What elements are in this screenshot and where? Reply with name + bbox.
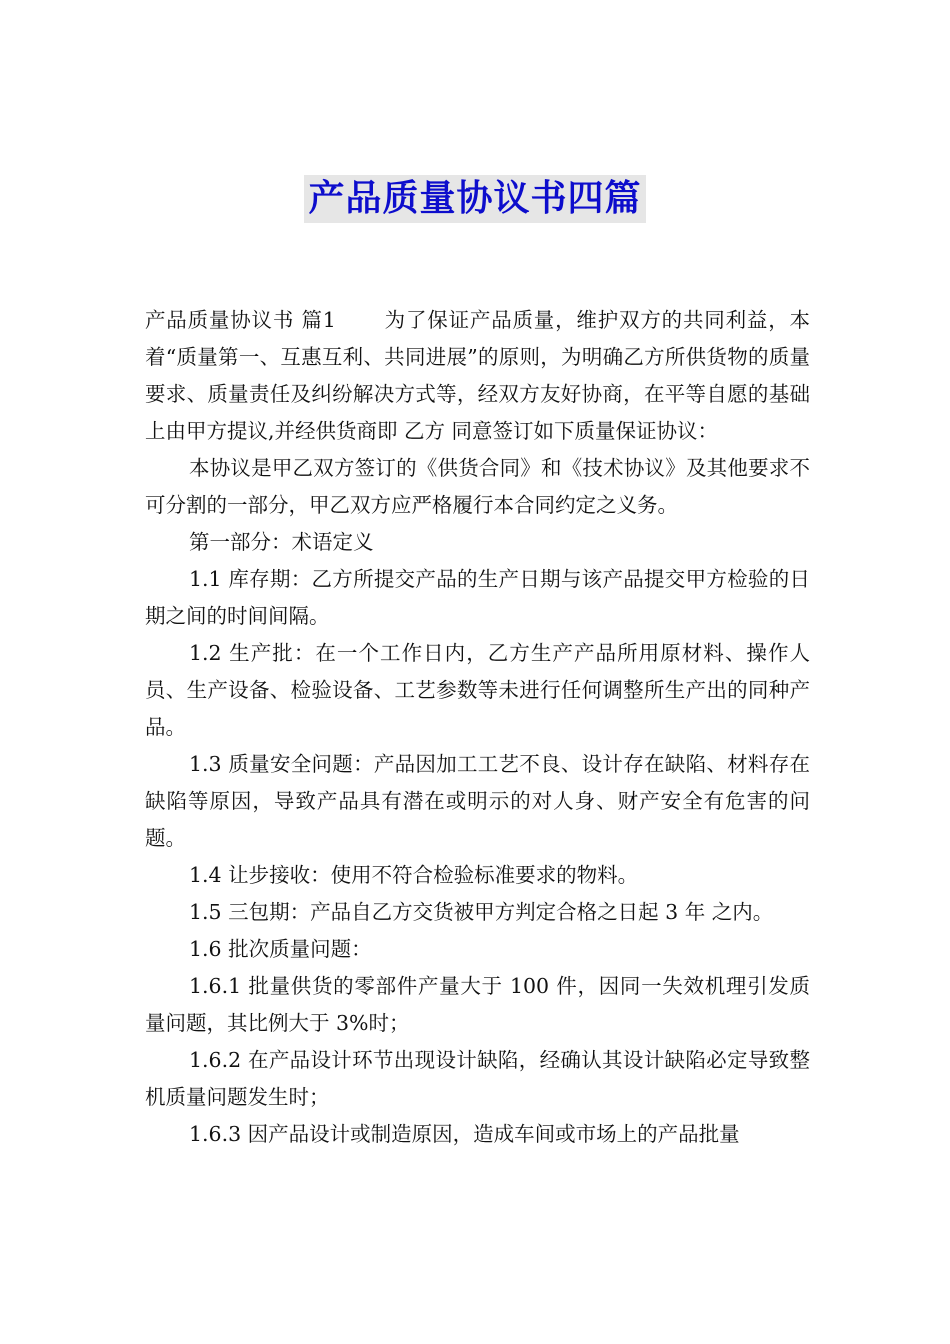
clause-1-6: 1.6 批次质量问题： [189, 937, 372, 961]
paragraph: 本协议是甲乙双方签订的《供货合同》和《技术协议》及其他要求不可分割的一部分，甲乙双方应严格履行本合同约定之义务。 [145, 456, 810, 517]
paragraph-intro [145, 302, 810, 450]
clause-1-2: 1.2 生产批：在一个工作日内，乙方生产产品所用原材料、操作人员、生产设备、检验设备、工艺参数等未进行任何调整所生产出的同种产品。 [145, 641, 810, 739]
part-heading: 第一部分：术语定义 [189, 530, 374, 554]
clause-1-5: 1.5 三包期：产品自乙方交货被甲方判定合格之日起 3 年 之内。 [189, 900, 774, 924]
document-body [145, 302, 810, 1153]
section-heading: 产品质量协议书 篇1 [145, 308, 336, 332]
document-title: 产品质量协议书四篇 [304, 175, 645, 223]
clause-1-6-2: 1.6.2 在产品设计环节出现设计缺陷，经确认其设计缺陷必定导致整机质量问题发生时； [145, 1048, 810, 1109]
title-block [0, 175, 950, 223]
clause-1-4: 1.4 让步接收：使用不符合检验标准要求的物料。 [189, 863, 639, 887]
paragraph-text: 为了保证产品质量，维护双方的共同利益，本着“质量第一、互惠互利、共同进展”的原则，为明确乙方所供货物的质量要求、质量责任及纠纷解决方式等，经双方友好协商，在平等自愿的基础上由甲方提议,并经供货商即 乙方 同意签订如下质量保证协议： [145, 308, 811, 443]
clause-1-6-3: 1.6.3 因产品设计或制造原因，造成车间或市场上的产品批量 [189, 1122, 740, 1146]
clause-1-6-1: 1.6.1 批量供货的零部件产量大于 100 件，因同一失效机理引发质量问题，其比例大于 3%时； [145, 974, 810, 1035]
clause-1-3: 1.3 质量安全问题：产品因加工工艺不良、设计存在缺陷、材料存在缺陷等原因，导致产品具有潜在或明示的对人身、财产安全有危害的问题。 [145, 752, 810, 850]
clause-1-1: 1.1 库存期：乙方所提交产品的生产日期与该产品提交甲方检验的日期之间的时间间隔。 [145, 567, 810, 628]
